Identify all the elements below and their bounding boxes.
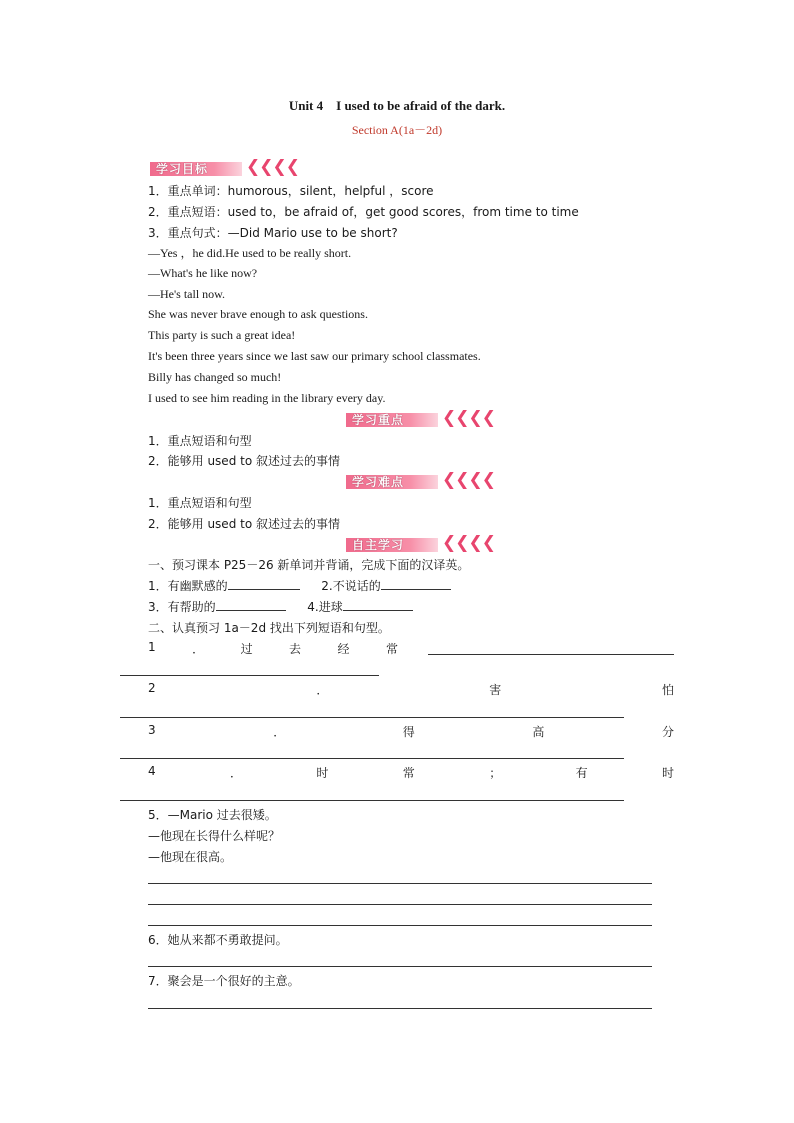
question-row	[148, 681, 674, 698]
answer-line[interactable]	[120, 717, 624, 718]
objective-line: This party is such a great idea!	[148, 328, 296, 342]
q-char: 得	[402, 725, 415, 739]
chevron-left-icon: ❮❮❮❮	[442, 408, 495, 428]
answer-blank[interactable]	[381, 577, 451, 590]
objective-line: 2．重点短语：used to，be afraid of，get good scores，from time to time	[148, 205, 579, 219]
answer-line[interactable]	[148, 966, 652, 967]
answer-blank[interactable]	[343, 598, 413, 611]
q-char: 分	[661, 725, 674, 739]
answer-line[interactable]	[428, 654, 674, 655]
q-char: 有	[575, 766, 588, 780]
objective-line: Billy has changed so much!	[148, 370, 282, 384]
objective-line: —Yes ，he did.He used to be really short.	[148, 246, 352, 260]
q-char: 2	[148, 681, 156, 695]
vocab-row	[148, 598, 413, 615]
q-char: 高	[532, 725, 545, 739]
key-point-line: 2．能够用 used to 叙述过去的事情	[148, 454, 340, 468]
q-char: 怕	[661, 683, 674, 697]
section-label: 学习难点	[352, 475, 405, 489]
section-badge-difficulties	[346, 470, 495, 491]
key-point-line: 1．重点短语和句型	[148, 434, 252, 448]
objective-line: I used to see him reading in the library every day.	[148, 391, 386, 405]
q-char: 时	[661, 766, 674, 780]
answer-line[interactable]	[148, 1008, 652, 1009]
part-heading: 一、预习课本 P25－26 新单词并背诵，完成下面的汉译英。	[148, 558, 470, 572]
difficulty-line: 1．重点短语和句型	[148, 496, 252, 510]
answer-line[interactable]	[120, 800, 624, 801]
q-char: 3	[148, 723, 156, 737]
difficulty-line: 2．能够用 used to 叙述过去的事情	[148, 517, 340, 531]
answer-line[interactable]	[120, 675, 379, 676]
q-char: 时	[316, 766, 329, 780]
question-row	[148, 723, 674, 740]
q-char: 害	[489, 683, 502, 697]
section-badge-objectives	[150, 157, 299, 178]
objective-line: 3．重点句式：—Did Mario use to be short?	[148, 226, 398, 240]
answer-line[interactable]	[148, 883, 652, 884]
question-row	[148, 764, 674, 781]
answer-blank[interactable]	[216, 598, 286, 611]
q-char: 过	[240, 642, 253, 656]
question-line: 7．聚会是一个很好的主意。	[148, 974, 300, 988]
q-char: 去	[289, 642, 302, 656]
objective-line: She was never brave enough to ask questions.	[148, 307, 368, 321]
vocab-prompt: 1．有幽默感的	[148, 579, 228, 593]
question-row	[148, 640, 398, 657]
answer-blank[interactable]	[228, 577, 300, 590]
vocab-prompt: 2.不说话的	[321, 579, 381, 593]
vocab-row	[148, 577, 451, 594]
answer-line[interactable]	[148, 925, 652, 926]
section-label: 学习目标	[156, 162, 209, 176]
answer-line[interactable]	[148, 904, 652, 905]
section-badge-key-points	[346, 408, 495, 429]
page-title: Unit 4 I used to be afraid of the dark.	[288, 98, 506, 113]
chevron-left-icon: ❮❮❮❮	[246, 157, 299, 177]
section-badge-self-study	[346, 533, 495, 554]
objective-line: —What's he like now?	[148, 266, 258, 280]
section-label: 自主学习	[352, 538, 405, 552]
vocab-prompt: 3．有帮助的	[148, 600, 216, 614]
q-char: 1	[148, 640, 156, 654]
page-subtitle: Section A(1a－2d)	[351, 123, 443, 137]
q-char: ．	[316, 683, 329, 697]
objective-line: 1．重点单词：humorous，silent，helpful ，score	[148, 184, 434, 198]
chevron-left-icon: ❮❮❮❮	[442, 470, 495, 490]
q-char: ．	[192, 642, 205, 656]
question-line: —他现在长得什么样呢？	[148, 829, 281, 843]
q-char: ．	[230, 766, 243, 780]
question-line: —他现在很高。	[148, 850, 233, 864]
q-char: 常	[402, 766, 415, 780]
q-char: ；	[489, 766, 502, 780]
part-heading: 二、认真预习 1a－2d 找出下列短语和句型。	[148, 621, 390, 635]
vocab-prompt: 4.进球	[307, 600, 343, 614]
objective-line: —He's tall now.	[148, 287, 226, 301]
chevron-left-icon: ❮❮❮❮	[442, 533, 495, 553]
q-char: ．	[273, 725, 286, 739]
section-label: 学习重点	[352, 413, 405, 427]
question-line: 5．—Mario 过去很矮。	[148, 808, 277, 822]
objective-line: It's been three years since we last saw our primary school classmates.	[148, 349, 481, 363]
q-char: 经	[337, 642, 350, 656]
q-char: 常	[385, 642, 398, 656]
answer-line[interactable]	[120, 758, 624, 759]
question-line: 6．她从来都不勇敢提问。	[148, 933, 288, 947]
q-char: 4	[148, 764, 156, 778]
